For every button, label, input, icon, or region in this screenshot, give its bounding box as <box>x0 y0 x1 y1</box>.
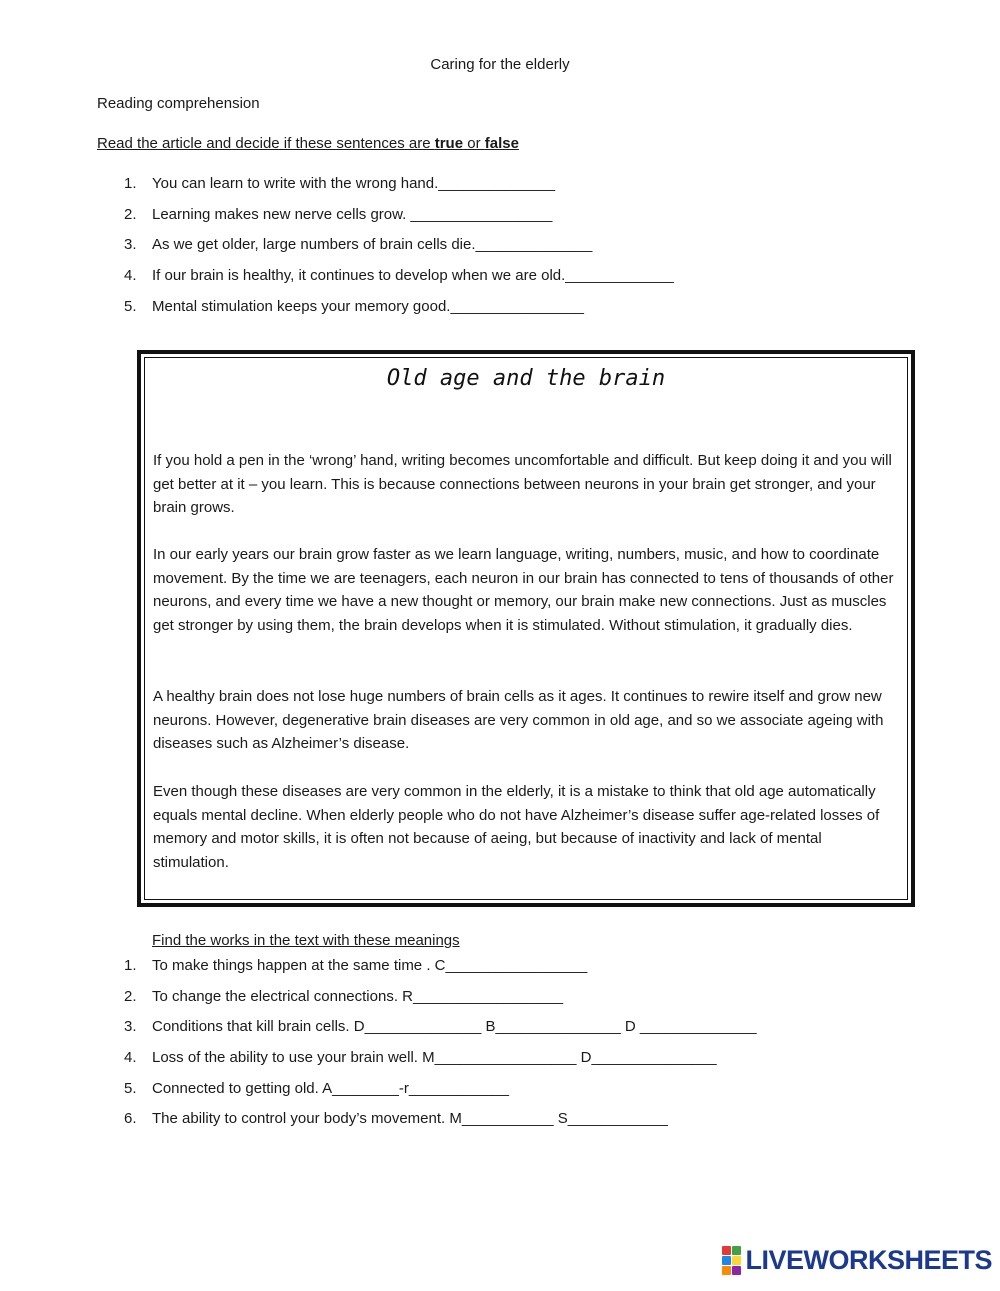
item-number: 1. <box>124 957 137 974</box>
item-text: Learning makes new nerve cells grow. _________________ <box>152 205 553 223</box>
logo-text: LIVEWORKSHEETS <box>745 1244 992 1275</box>
article-title: Old age and the brain <box>386 366 666 391</box>
logo-square <box>732 1246 741 1255</box>
list-item[interactable] <box>124 987 757 1018</box>
list-item[interactable] <box>124 1017 757 1048</box>
true-false-list <box>124 174 674 327</box>
logo-square <box>722 1266 731 1275</box>
item-number: 5. <box>124 297 137 315</box>
item-text: If our brain is healthy, it continues to develop when we are old._____________ <box>152 267 674 285</box>
liveworksheets-logo-icon <box>722 1246 741 1275</box>
list-item[interactable] <box>124 1079 757 1110</box>
article-paragraph: A healthy brain does not lose huge numbers of brain cells as it ages. It continues to rewire itself and grow new neurons. However, degenerative brain diseases are very common in old age, and so we associate ageing with diseases such as Alzheimer’s disease. <box>153 688 884 752</box>
item-number: 4. <box>124 267 137 285</box>
item-text: Loss of the ability to use your brain well. M_________________ D_______________ <box>152 1049 717 1067</box>
instruction-text: Read the article and decide if these sentences are <box>97 135 435 152</box>
list-item[interactable] <box>124 297 674 328</box>
logo-square <box>722 1246 731 1255</box>
worksheet-title: Caring for the elderly <box>430 56 570 73</box>
item-text: As we get older, large numbers of brain cells die.______________ <box>152 236 593 254</box>
article-paragraph: If you hold a pen in the ‘wrong’ hand, writing becomes uncomfortable and difficult. But keep doing it and you will get better at it – you learn. This is because connections between neurons in your brain get stronger, and your brain grows. <box>153 452 892 516</box>
list-item[interactable] <box>124 205 674 236</box>
vocabulary-list <box>124 956 757 1140</box>
liveworksheets-logo[interactable] <box>722 1245 992 1275</box>
item-text: To change the electrical connections. R__________________ <box>152 987 564 1005</box>
article-paragraph: In our early years our brain grow faster as we learn language, writing, numbers, music, and how to coordinate movement. By the time we are teenagers, each neuron in our brain has connected to tens of thousands of other neurons, and every time we have a new thought or memory, our brain make new connections. Just as muscles get stronger by using them, the brain develops when it is stimulated. Without stimulation, it gradually dies. <box>153 546 894 634</box>
logo-square <box>722 1256 731 1265</box>
list-item[interactable] <box>124 1048 757 1079</box>
list-item[interactable] <box>124 266 674 297</box>
true-false-instruction <box>97 135 519 152</box>
logo-square <box>732 1266 741 1275</box>
item-number: 2. <box>124 987 137 1005</box>
list-item[interactable] <box>124 174 674 205</box>
list-item[interactable] <box>124 956 757 987</box>
item-number: 2. <box>124 205 137 223</box>
list-item[interactable] <box>124 1109 757 1140</box>
vocabulary-heading: Find the works in the text with these meanings <box>152 932 460 949</box>
item-number: 1. <box>124 175 137 192</box>
item-text: Mental stimulation keeps your memory good.________________ <box>152 297 584 315</box>
instruction-false-word: false <box>484 135 519 152</box>
item-text: The ability to control your body’s movement. M___________ S____________ <box>152 1110 668 1128</box>
item-number: 6. <box>124 1110 137 1128</box>
item-number: 3. <box>124 1018 137 1036</box>
logo-square <box>732 1256 741 1265</box>
item-text: To make things happen at the same time . C_________________ <box>152 957 588 974</box>
instruction-or-word: or <box>463 135 485 152</box>
instruction-true-word: true <box>434 135 464 152</box>
item-number: 4. <box>124 1049 137 1067</box>
item-text: Connected to getting old. A________-r____________ <box>152 1079 509 1097</box>
list-item[interactable] <box>124 235 674 266</box>
item-text: Conditions that kill brain cells. D______________ B_______________ D ______________ <box>152 1018 757 1036</box>
item-number: 3. <box>124 236 137 254</box>
worksheet-subtitle: Reading comprehension <box>97 95 260 112</box>
item-text: You can learn to write with the wrong hand.______________ <box>152 175 556 192</box>
item-number: 5. <box>124 1079 137 1097</box>
article-paragraph: Even though these diseases are very common in the elderly, it is a mistake to think that old age automatically equals mental decline. When elderly people who do not have Alzheimer’s disease suffer age-related losses of memory and motor skills, it is often not because of aeing, but because of inactivity and lack of mental stimulation. <box>153 783 880 871</box>
